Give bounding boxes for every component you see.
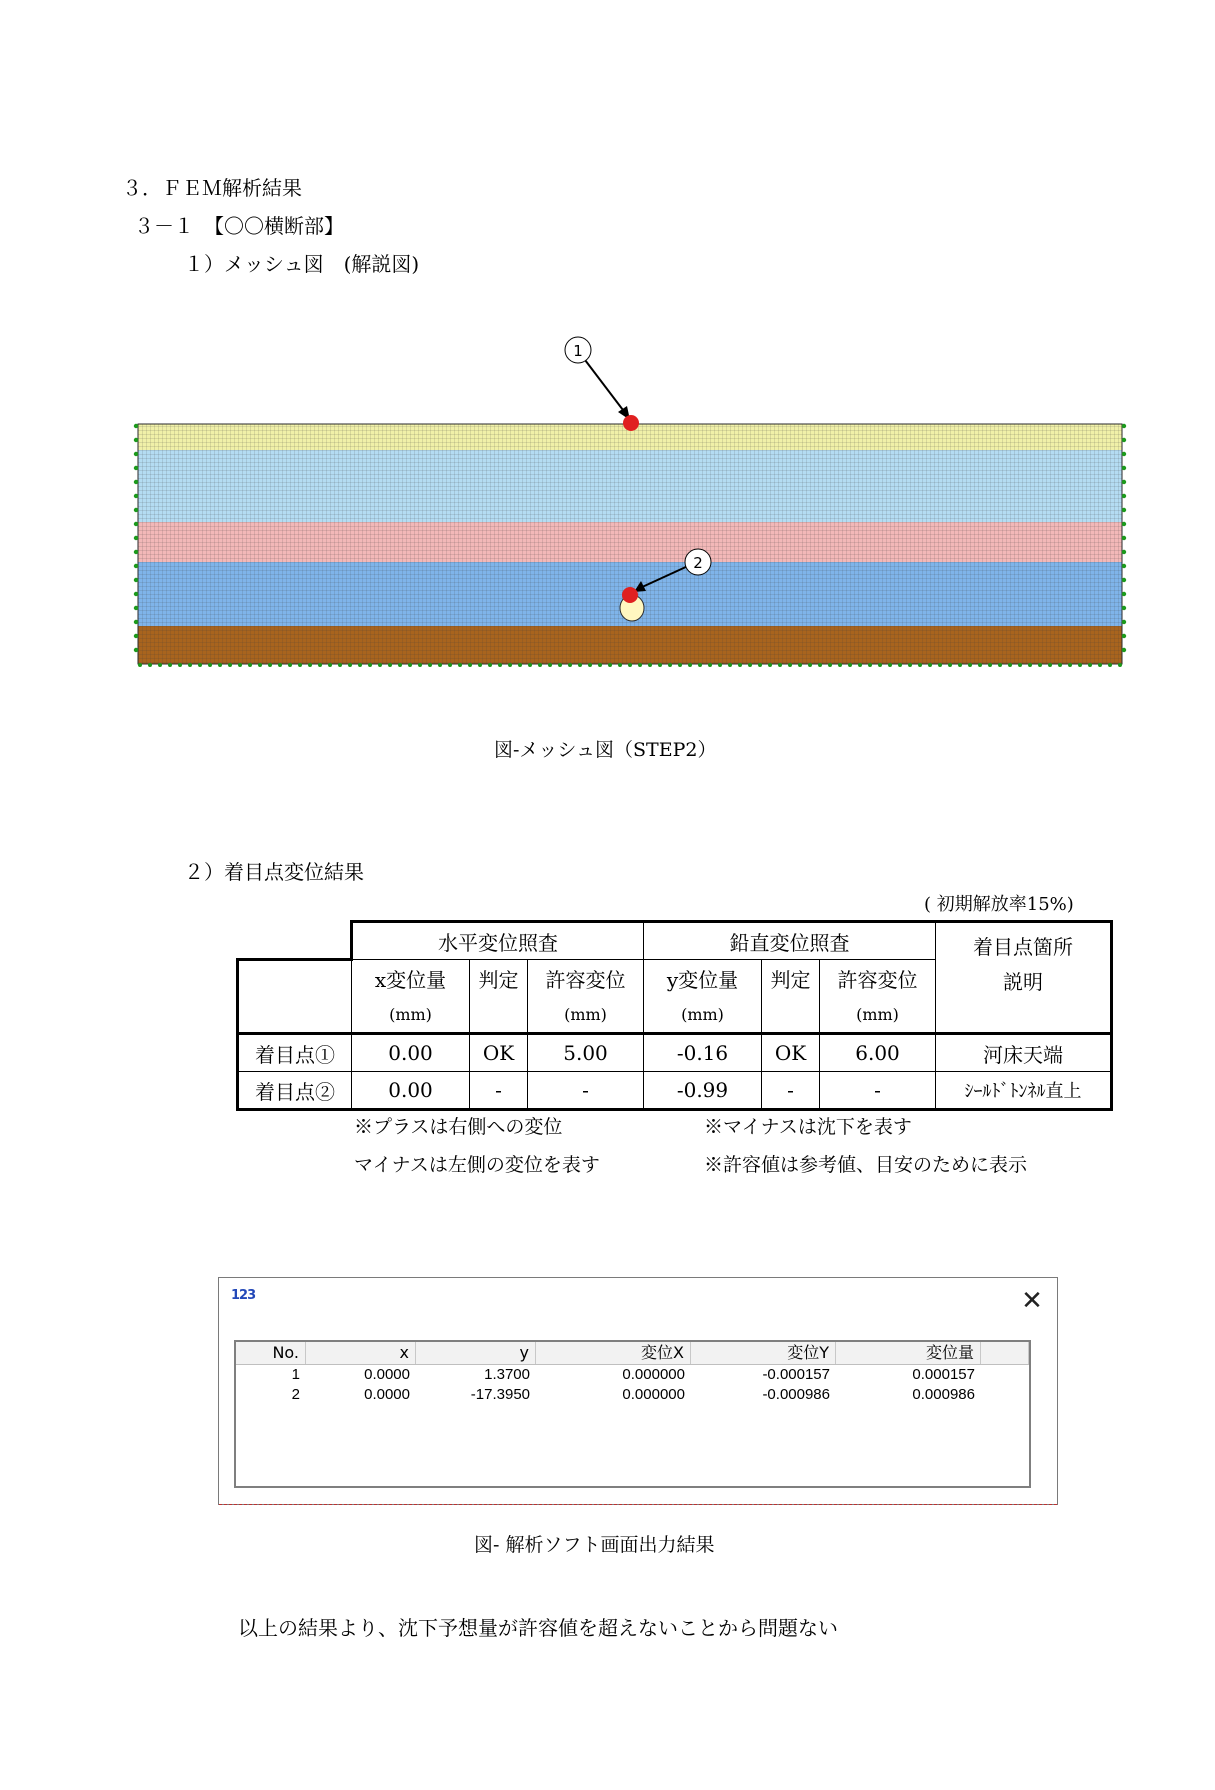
support-marker <box>318 663 322 667</box>
row2-y: -0.99 <box>644 1072 762 1110</box>
support-marker <box>134 438 138 442</box>
unit-y: (mm) <box>644 996 762 1034</box>
support-marker <box>848 663 852 667</box>
cell-x: 0.0000 <box>364 1366 410 1383</box>
support-marker <box>628 663 632 667</box>
support-marker <box>238 663 242 667</box>
row1-allow-1: 5.00 <box>528 1034 644 1072</box>
displacement-table <box>236 920 1113 1111</box>
header-allow-1: 許容変位 <box>528 960 644 997</box>
support-marker <box>388 663 392 667</box>
support-marker <box>958 663 962 667</box>
support-marker <box>1098 663 1102 667</box>
row2-label: 着目点② <box>238 1072 352 1110</box>
support-marker <box>518 663 522 667</box>
row2-x: 0.00 <box>352 1072 470 1110</box>
note-minus-settlement: ※マイナスは沈下を表す <box>704 1116 912 1138</box>
support-marker <box>134 592 138 596</box>
support-marker <box>438 663 442 667</box>
support-marker <box>1122 480 1126 484</box>
support-marker <box>708 663 712 667</box>
header-point-description <box>936 922 1112 1034</box>
header-point-description-line1: 着目点箇所 <box>973 935 1073 959</box>
cell-x: 0.0000 <box>364 1386 410 1403</box>
support-marker <box>598 663 602 667</box>
support-marker <box>1122 564 1126 568</box>
support-marker <box>198 663 202 667</box>
support-marker <box>698 663 702 667</box>
row1-judge-1: OK <box>470 1034 528 1072</box>
support-marker <box>148 663 152 667</box>
conclusion-text: 以上の結果より、沈下予想量が許容値を超えないことから問題ない <box>238 1616 838 1640</box>
support-marker <box>134 606 138 610</box>
support-marker <box>718 663 722 667</box>
column-header-disp-total[interactable]: 変位量 <box>836 1342 981 1364</box>
support-marker <box>134 564 138 568</box>
support-marker <box>134 494 138 498</box>
support-marker <box>358 663 362 667</box>
support-marker <box>1122 424 1126 428</box>
support-marker <box>1122 466 1126 470</box>
support-marker <box>728 663 732 667</box>
cell-disp-x: 0.000000 <box>622 1366 685 1383</box>
support-marker <box>1122 648 1126 652</box>
support-marker <box>938 663 942 667</box>
support-marker <box>1028 663 1032 667</box>
row1-judge-2: OK <box>762 1034 820 1072</box>
cell-disp-y: -0.000986 <box>762 1386 830 1403</box>
software-output-window <box>218 1277 1058 1505</box>
support-marker <box>948 663 952 667</box>
support-marker <box>648 663 652 667</box>
support-marker <box>468 663 472 667</box>
header-point-description-line2: 説明 <box>1003 970 1043 994</box>
support-marker <box>1122 620 1126 624</box>
support-marker <box>368 663 372 667</box>
row1-y: -0.16 <box>644 1034 762 1072</box>
row2-allow-2: - <box>820 1072 936 1110</box>
header-judge-1: 判定 <box>470 960 528 997</box>
support-marker <box>918 663 922 667</box>
table-row <box>238 1072 1112 1110</box>
support-marker <box>488 663 492 667</box>
support-marker <box>248 663 252 667</box>
callout-1-arrow <box>582 356 626 414</box>
column-header-disp-x[interactable]: 変位X <box>536 1342 691 1364</box>
support-marker <box>998 663 1002 667</box>
support-marker <box>378 663 382 667</box>
mesh-grid <box>138 424 1122 664</box>
support-marker <box>478 663 482 667</box>
support-marker <box>1122 634 1126 638</box>
release-rate-note: ( 初期解放率15%) <box>924 894 1074 915</box>
row2-judge-2: - <box>762 1072 820 1110</box>
note-allowable-reference: ※許容値は参考値、目安のために表示 <box>704 1154 1028 1176</box>
header-horizontal-check: 水平変位照査 <box>352 922 644 960</box>
support-marker <box>788 663 792 667</box>
header-y-displacement: y変位量 <box>644 960 762 997</box>
support-marker <box>1118 663 1122 667</box>
cell-disp-y: -0.000157 <box>762 1366 830 1383</box>
support-marker <box>498 663 502 667</box>
support-marker <box>228 663 232 667</box>
support-marker <box>508 663 512 667</box>
cell-disp-total: 0.000986 <box>912 1386 975 1403</box>
support-marker <box>858 663 862 667</box>
column-header-no[interactable]: No. <box>236 1342 306 1364</box>
support-marker <box>1122 438 1126 442</box>
numbers-app-icon: 123 <box>231 1288 256 1303</box>
support-marker <box>1088 663 1092 667</box>
support-marker <box>818 663 822 667</box>
header-x-displacement: x変位量 <box>352 960 470 997</box>
mesh-diagram <box>130 330 1130 680</box>
header-empty-cell <box>238 960 352 1034</box>
support-marker <box>678 663 682 667</box>
support-marker <box>418 663 422 667</box>
support-marker <box>658 663 662 667</box>
note-plus-right: ※プラスは右側への変位 <box>354 1116 563 1138</box>
row1-label: 着目点① <box>238 1034 352 1072</box>
support-marker <box>338 663 342 667</box>
support-marker <box>1078 663 1082 667</box>
support-marker <box>1048 663 1052 667</box>
support-marker <box>928 663 932 667</box>
column-header-disp-y[interactable]: 変位Y <box>691 1342 836 1364</box>
callout-1-label: 1 <box>573 342 583 360</box>
cell-no: 2 <box>291 1386 300 1403</box>
support-marker <box>328 663 332 667</box>
support-marker <box>1122 522 1126 526</box>
support-marker <box>1008 663 1012 667</box>
support-marker <box>828 663 832 667</box>
focus-point-1 <box>623 415 639 431</box>
window-titlebar <box>219 1278 1057 1326</box>
support-marker <box>768 663 772 667</box>
support-marker <box>278 663 282 667</box>
support-marker <box>808 663 812 667</box>
support-marker <box>134 578 138 582</box>
support-marker <box>758 663 762 667</box>
support-marker <box>1018 663 1022 667</box>
row2-allow-1: - <box>528 1072 644 1110</box>
support-marker <box>134 550 138 554</box>
support-marker <box>134 536 138 540</box>
support-marker <box>398 663 402 667</box>
listview-header <box>236 1342 1029 1365</box>
support-marker <box>218 663 222 667</box>
support-marker <box>208 663 212 667</box>
list-item[interactable] <box>236 1385 1029 1405</box>
support-marker <box>838 663 842 667</box>
header-judge-2: 判定 <box>762 960 820 997</box>
support-marker <box>618 663 622 667</box>
support-marker <box>1122 494 1126 498</box>
support-marker <box>978 663 982 667</box>
support-marker <box>548 663 552 667</box>
support-marker <box>798 663 802 667</box>
support-marker <box>134 620 138 624</box>
support-marker <box>778 663 782 667</box>
callout-2-label: 2 <box>693 554 703 572</box>
row1-allow-2: 6.00 <box>820 1034 936 1072</box>
support-marker <box>1122 578 1126 582</box>
software-caption: 図- 解析ソフト画面出力結果 <box>474 1534 715 1556</box>
support-marker <box>134 452 138 456</box>
support-marker <box>298 663 302 667</box>
support-marker <box>668 663 672 667</box>
support-marker <box>1068 663 1072 667</box>
row1-x: 0.00 <box>352 1034 470 1072</box>
row2-judge-1: - <box>470 1072 528 1110</box>
support-marker <box>558 663 562 667</box>
cell-y: 1.3700 <box>484 1366 530 1383</box>
cell-no: 1 <box>291 1366 300 1383</box>
support-marker <box>134 508 138 512</box>
row1-description: 河床天端 <box>936 1034 1112 1072</box>
mesh-figure-heading: １）メッシュ図 (解説図) <box>184 252 420 276</box>
window-bottom-edge <box>219 1504 1057 1505</box>
support-marker <box>568 663 572 667</box>
support-marker <box>1108 663 1112 667</box>
support-marker <box>348 663 352 667</box>
support-marker <box>268 663 272 667</box>
support-marker <box>288 663 292 667</box>
mesh-figure <box>130 330 1130 680</box>
support-marker <box>134 424 138 428</box>
support-marker <box>1122 592 1126 596</box>
support-marker <box>1122 508 1126 512</box>
column-header-x[interactable]: x <box>306 1342 416 1364</box>
support-marker <box>528 663 532 667</box>
row2-description: ｼｰﾙﾄﾞﾄﾝﾈﾙ直上 <box>936 1072 1112 1110</box>
support-marker <box>578 663 582 667</box>
support-marker <box>134 522 138 526</box>
support-marker <box>308 663 312 667</box>
column-header-y[interactable]: y <box>416 1342 536 1364</box>
close-button[interactable]: ✕ <box>1021 1286 1043 1316</box>
cell-disp-total: 0.000157 <box>912 1366 975 1383</box>
support-marker <box>1122 606 1126 610</box>
support-marker <box>638 663 642 667</box>
support-marker <box>1122 452 1126 456</box>
unit-x: (mm) <box>352 996 470 1034</box>
support-marker <box>408 663 412 667</box>
support-marker <box>178 663 182 667</box>
displacement-heading: ２）着目点変位結果 <box>184 860 364 884</box>
subsection-heading: ３－１ 【〇〇横断部】 <box>134 214 344 238</box>
result-listview[interactable] <box>234 1340 1031 1488</box>
support-marker <box>188 663 192 667</box>
header-vertical-check: 鉛直変位照査 <box>644 922 936 960</box>
table-row <box>238 1034 1112 1072</box>
support-marker <box>158 663 162 667</box>
support-marker <box>878 663 882 667</box>
support-marker <box>258 663 262 667</box>
support-marker <box>738 663 742 667</box>
support-marker <box>1122 536 1126 540</box>
support-marker <box>134 480 138 484</box>
support-marker <box>888 663 892 667</box>
column-header-spacer <box>981 1342 1029 1364</box>
note-minus-left: マイナスは左側の変位を表す <box>354 1154 600 1176</box>
support-marker <box>538 663 542 667</box>
support-marker <box>868 663 872 667</box>
support-marker <box>968 663 972 667</box>
support-marker <box>988 663 992 667</box>
support-marker <box>748 663 752 667</box>
support-marker <box>1122 550 1126 554</box>
support-marker <box>134 466 138 470</box>
header-allow-2: 許容変位 <box>820 960 936 997</box>
list-item[interactable] <box>236 1365 1029 1385</box>
support-marker <box>134 648 138 652</box>
support-marker <box>1038 663 1042 667</box>
mesh-caption: 図-メッシュ図（STEP2） <box>494 739 717 761</box>
focus-point-2 <box>622 587 638 603</box>
section-heading: ３．ＦＥＭ解析結果 <box>122 176 302 200</box>
cell-y: -17.3950 <box>470 1386 530 1403</box>
unit-allow-2: (mm) <box>820 996 936 1034</box>
cell-disp-x: 0.000000 <box>622 1386 685 1403</box>
support-marker <box>458 663 462 667</box>
support-marker <box>588 663 592 667</box>
support-marker <box>134 634 138 638</box>
support-marker <box>688 663 692 667</box>
support-marker <box>138 663 142 667</box>
unit-allow-1: (mm) <box>528 996 644 1034</box>
support-marker <box>168 663 172 667</box>
support-marker <box>898 663 902 667</box>
support-marker <box>908 663 912 667</box>
support-marker <box>1058 663 1062 667</box>
support-marker <box>608 663 612 667</box>
support-marker <box>448 663 452 667</box>
support-marker <box>428 663 432 667</box>
